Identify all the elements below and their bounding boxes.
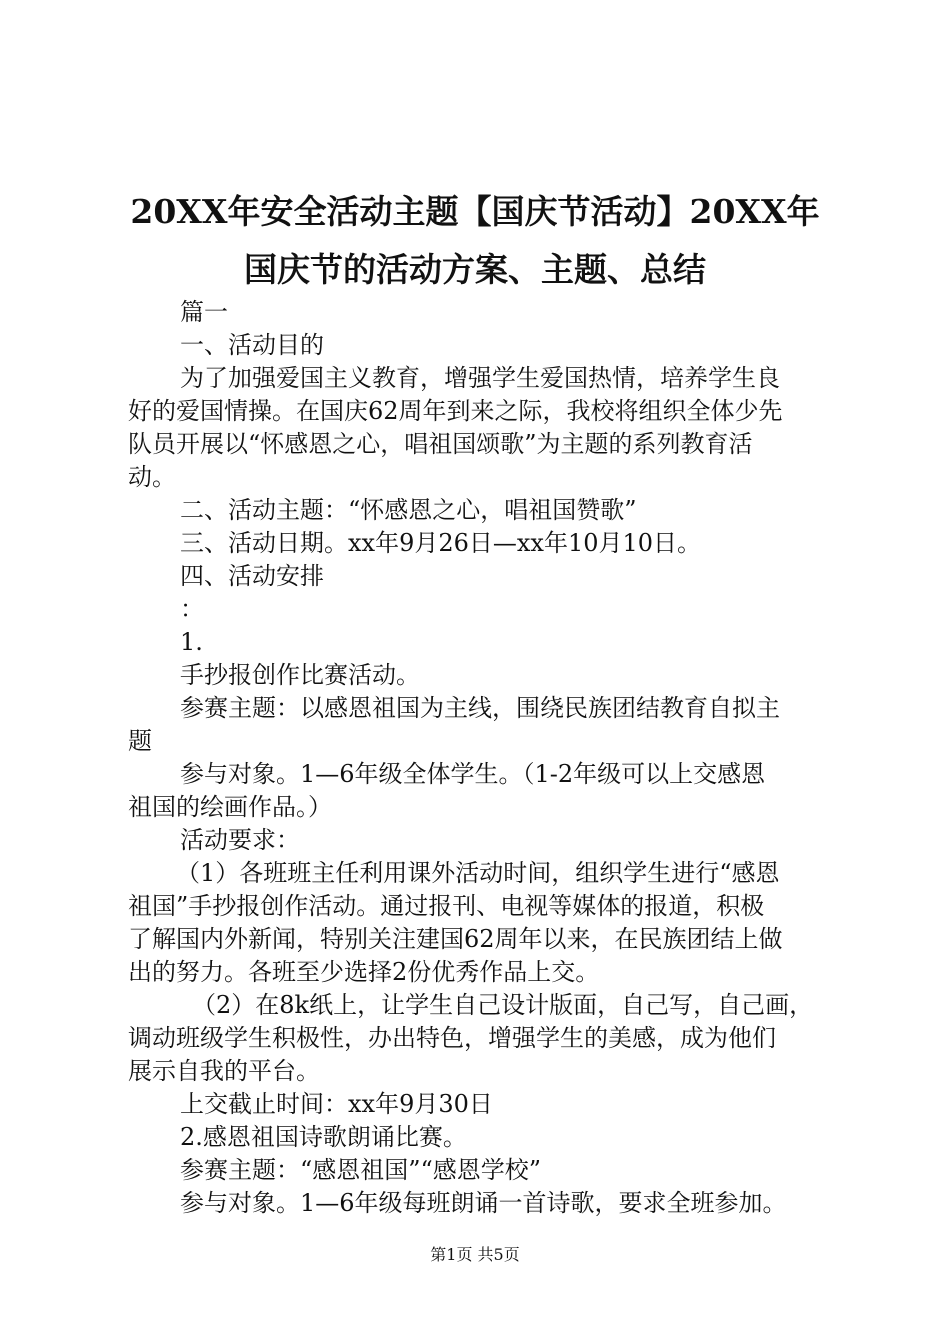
section-label: 篇一 bbox=[180, 298, 228, 326]
paragraph-line: 队员开展以“怀感恩之心，唱祖国颂歌”为主题的系列教育活 bbox=[128, 430, 753, 458]
paragraph-line: 参赛主题：以感恩祖国为主线，围绕民族团结教育自拟主 bbox=[180, 694, 780, 722]
paragraph-line: 了解国内外新闻，特别关注建国62周年以来，在民族团结上做 bbox=[128, 925, 783, 953]
paragraph-line: 展示自我的平台。 bbox=[128, 1057, 320, 1085]
paragraph-line: 题 bbox=[128, 727, 152, 755]
paragraph-line: （1）各班班主任利用课外活动时间，组织学生进行“感恩 bbox=[176, 859, 780, 887]
title-line-2: 国庆节的活动方案、主题、总结 bbox=[244, 250, 706, 289]
paragraph-line: 祖国的绘画作品。） bbox=[128, 793, 332, 821]
paragraph-line: 调动班级学生积极性，办出特色，增强学生的美感，成为他们 bbox=[128, 1024, 776, 1052]
heading-arrangement: 四、活动安排 bbox=[180, 562, 324, 590]
paragraph-line: 为了加强爱国主义教育，增强学生爱国热情，培养学生良 bbox=[180, 364, 780, 392]
title-line-1: 20XX年安全活动主题【国庆节活动】20XX年 bbox=[130, 192, 820, 231]
paragraph-line: 参与对象。1—6年级每班朗诵一首诗歌，要求全班参加。 bbox=[180, 1189, 787, 1217]
paragraph-line: 好的爱国情操。在国庆62周年到来之际，我校将组织全体少先 bbox=[128, 397, 783, 425]
heading-theme: 二、活动主题：“怀感恩之心，唱祖国赞歌” bbox=[180, 496, 637, 524]
page-footer: 第1页 共5页 bbox=[430, 1245, 520, 1264]
document-body bbox=[128, 296, 838, 1220]
document-title bbox=[100, 183, 850, 299]
list-number: 1. bbox=[180, 628, 203, 656]
paragraph-line: 上交截止时间：xx年9月30日 bbox=[180, 1090, 493, 1118]
paragraph-line: 参与对象。1—6年级全体学生。（1-2年级可以上交感恩 bbox=[180, 760, 766, 788]
paragraph-line: ： bbox=[180, 595, 204, 623]
paragraph-line: （2）在8k纸上，让学生自己设计版面，自己写，自己画， bbox=[192, 991, 814, 1019]
paragraph-line: 手抄报创作比赛活动。 bbox=[180, 661, 420, 689]
paragraph-line: 动。 bbox=[128, 463, 176, 491]
paragraph-line: 活动要求： bbox=[180, 826, 300, 854]
paragraph-line: 祖国”手抄报创作活动。通过报刊、电视等媒体的报道，积极 bbox=[128, 892, 765, 920]
heading-purpose: 一、活动目的 bbox=[180, 331, 324, 359]
heading-date: 三、活动日期。xx年9月26日—xx年10月10日。 bbox=[180, 529, 702, 557]
paragraph-line: 出的努力。各班至少选择2份优秀作品上交。 bbox=[128, 958, 600, 986]
paragraph-line: 2.感恩祖国诗歌朗诵比赛。 bbox=[180, 1123, 467, 1151]
paragraph-line: 参赛主题：“感恩祖国”“感恩学校” bbox=[180, 1156, 542, 1184]
